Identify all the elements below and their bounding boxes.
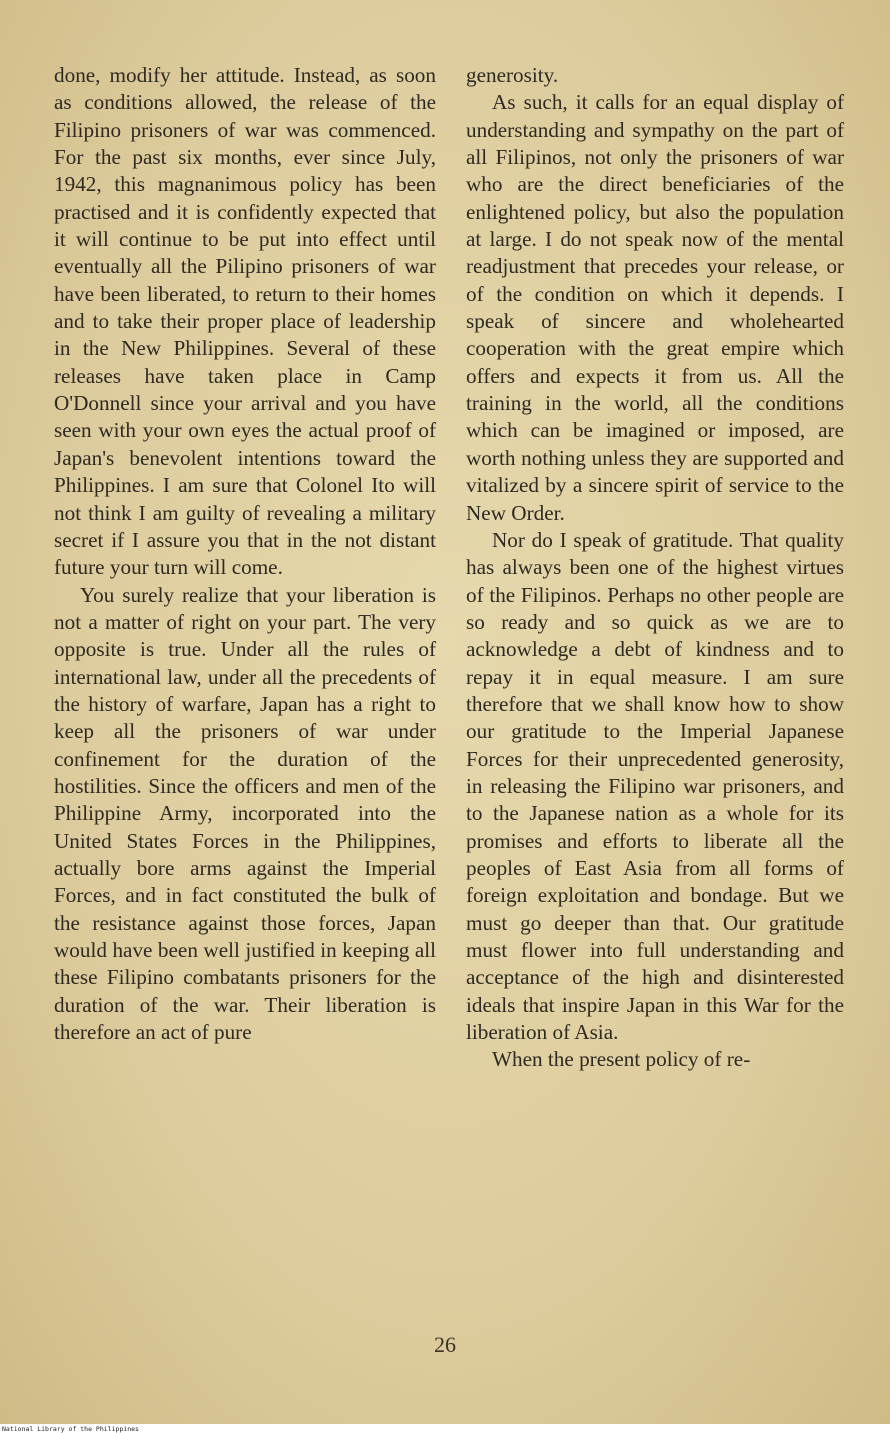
right-paragraph-2: As such, it calls for an equal display of understanding and sympathy on the part of all Filipinos, not only the prisoners of war who are the direct beneficiaries of the enlightened policy, but also the population at large. I do not speak now of the mental readjustment that precedes your release, or of the condition on which it depends. I speak of sincere and wholehearted cooperation with the great empire which offers and expects it from us. All the training in the world, all the conditions which can be imagined or imposed, are worth nothing unless they are supported and vitalized by a sincere spirit of service to the New Order. <box>466 90 844 525</box>
left-text-column <box>54 62 436 1046</box>
right-paragraph-4: When the present policy of re- <box>492 1047 751 1072</box>
left-paragraph-2: You surely realize that your liberation is not a matter of right on your part. The very opposite is true. Under all the rules of international law, under all the precedents of the history of warfare, Japan has a right to keep all the prisoners of war under confinement for the duration of the hostilities. Since the officers and men of the Philippine Army, incorporated into the United States Forces in the Philippines, actually bore arms against the Imperial Forces, and in fact constituted the bulk of the resistance against those forces, Japan would have been well justified in keeping all these Filipino combatants prisoners for the duration of the war. Their liberation is therefore an act of pure <box>54 582 436 1045</box>
page-number: 26 <box>434 1332 456 1357</box>
right-paragraph-3: Nor do I speak of gratitude. That quality has always been one of the highest virtues of the Filipinos. Perhaps no other people are so ready and so quick as we are to acknowledge a debt of kindness and to repay it in equal measure. I am sure therefore that we shall know how to show our gratitude to the Imperial Japanese Forces for their unprecedented generosity, in releasing the Filipino war prisoners, and to the Japanese nation as a whole for its promises and efforts to liberate all the peoples of East Asia from all forms of foreign exploitation and bondage. But we must go deeper than that. Our gratitude must flower into full understanding and acceptance of the high and disinterested ideals that inspire Japan in this War for the liberation of Asia. <box>466 527 844 1045</box>
right-text-column <box>466 62 844 1074</box>
left-paragraph-1: done, modify her attitude. Instead, as soon as conditions allowed, the release of the Filipino prisoners of war was commenced. For the past six months, ever since July, 1942, this magnanimous policy has been practised and it is confidently expected that it will continue to be put into effect until eventually all the Pilipino prisoners of war have been liberated, to return to their homes and to take their proper place of leadership in the New Philippines. Several of these releases have taken place in Camp O'Donnell since your arrival and you have seen with your own eyes the actual proof of Japan's benevolent intentions toward the Philippines. I am sure that Colonel Ito will not think I am guilty of revealing a military secret if I assure you that in the not distant future your turn will come. <box>54 63 436 580</box>
right-paragraph-1: generosity. <box>466 63 559 87</box>
library-credit: National Library of the Philippines <box>2 1425 139 1433</box>
